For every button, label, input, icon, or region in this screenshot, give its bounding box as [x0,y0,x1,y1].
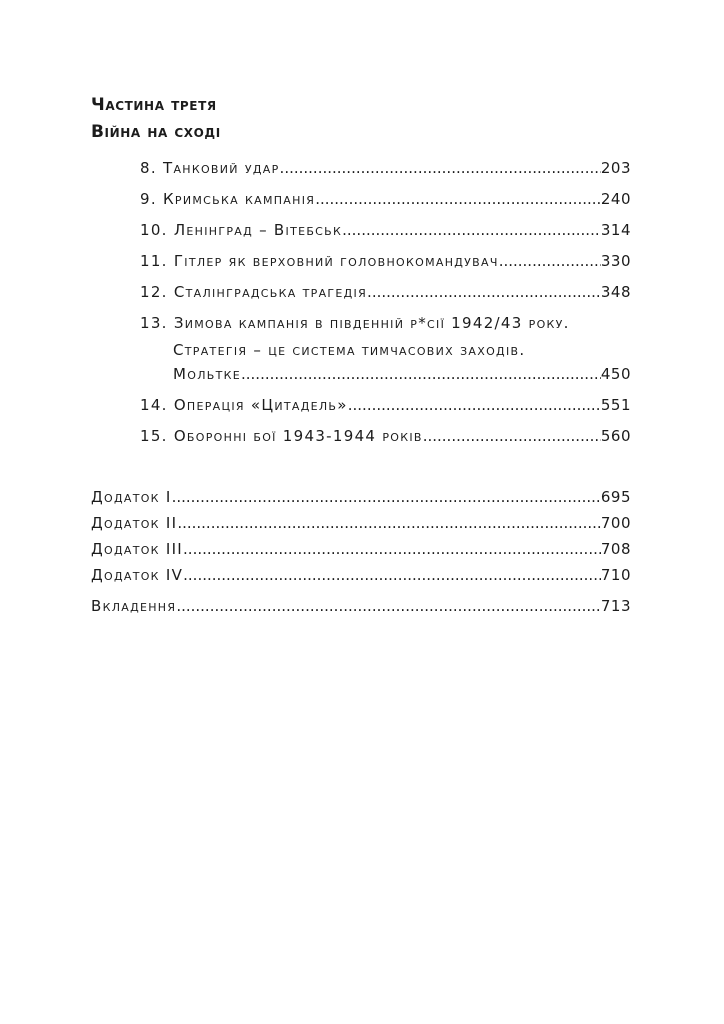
toc-entry-label: Додаток III [91,540,184,558]
dot-leader [183,539,601,559]
toc-entry-appendix-2[interactable] [91,513,631,533]
dot-leader [177,513,601,533]
toc-entry-page: 240 [600,190,631,208]
dot-leader [172,487,601,507]
toc-entry-label: 8. Танковий удар [140,159,280,177]
dot-leader [315,189,601,209]
toc-entry-attachments[interactable] [91,596,631,616]
toc-entry-chapter-13-line-1[interactable]: 13. Зимова кампанія в південній р*сії 1942/43 року. [140,314,570,332]
toc-entry-chapter-8[interactable] [140,158,631,178]
toc-entry-label: Додаток I [91,488,172,506]
toc-entry-page: 708 [600,540,631,558]
dot-leader [342,220,601,240]
toc-entry-appendix-1[interactable] [91,487,631,507]
toc-entry-chapter-11[interactable] [140,251,631,271]
dot-leader [367,282,601,302]
toc-entry-appendix-3[interactable] [91,539,631,559]
toc-entry-chapter-14[interactable] [140,395,631,415]
dot-leader [499,251,601,271]
toc-entry-page: 710 [600,566,631,584]
dot-leader [183,565,601,585]
toc-entry-label: 14. Операція «Цитадель» [140,396,348,414]
toc-entry-appendix-4[interactable] [91,565,631,585]
toc-entry-label: Додаток IV [91,566,184,584]
toc-entry-page: 560 [600,427,631,445]
toc-entry-chapter-13[interactable] [173,364,631,384]
dot-leader [241,364,601,384]
part-title: Частина третя [91,95,217,115]
toc-entry-page: 203 [600,159,631,177]
toc-entry-page: 695 [600,488,631,506]
toc-entry-chapter-13-line-2[interactable]: Стратегія – це система тимчасових заходів. [173,341,526,359]
dot-leader [280,158,601,178]
toc-entry-page: 348 [600,283,631,301]
toc-entry-label: Додаток II [91,514,178,532]
toc-entry-chapter-15[interactable] [140,426,631,446]
toc-entry-page: 450 [600,365,631,383]
toc-entry-chapter-9[interactable] [140,189,631,209]
toc-entry-page: 713 [600,597,631,615]
toc-entry-page: 551 [600,396,631,414]
toc-entry-label: Мольтке [173,365,241,383]
toc-entry-chapter-12[interactable] [140,282,631,302]
toc-entry-page: 314 [600,221,631,239]
toc-entry-label: Вкладення [91,597,177,615]
dot-leader [423,426,601,446]
toc-entry-page: 700 [600,514,631,532]
dot-leader [176,596,601,616]
toc-entry-page: 330 [600,252,631,270]
part-subtitle: Війна на сході [91,122,221,142]
toc-entry-chapter-10[interactable] [140,220,631,240]
dot-leader [348,395,601,415]
toc-entry-label: 9. Кримська кампанія [140,190,316,208]
toc-entry-label: 15. Оборонні бої 1943-1944 років [140,427,423,445]
toc-entry-label: 11. Гітлер як верховний головнокомандувач [140,252,499,270]
toc-entry-label: 10. Ленінград – Вітебськ [140,221,343,239]
toc-entry-label: 12. Сталінградська трагедія [140,283,368,301]
